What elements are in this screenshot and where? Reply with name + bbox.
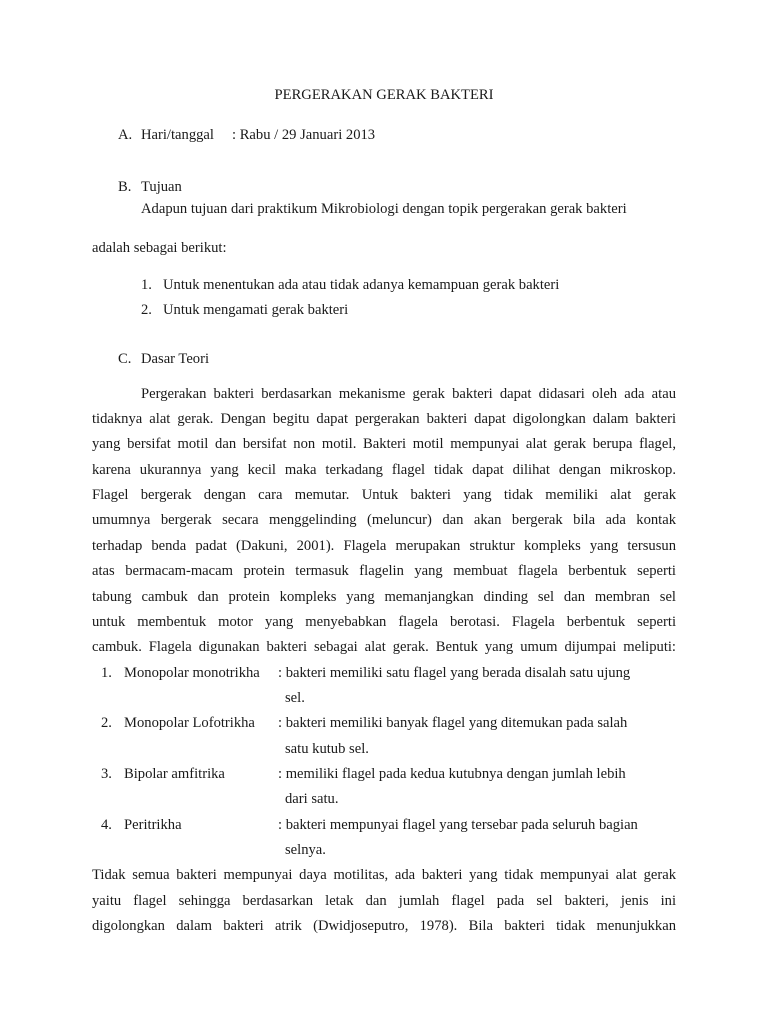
paragraph-line: cambuk. Flagela digunakan bakteri sebagai alat gerak. Bentuk yang umum dijumpai meliputi:	[92, 639, 676, 655]
objective-number: 2.	[141, 302, 152, 318]
paragraph-line: umumnya bergerak secara menggelinding (meluncur) dan akan bergerak bila ada kontak	[92, 512, 676, 528]
type-description: : bakteri memiliki banyak flagel yang ditemukan pada salah	[278, 715, 628, 731]
type-description-cont: dari satu.	[285, 791, 339, 807]
type-number: 3.	[101, 766, 112, 782]
date-label: Hari/tanggal	[141, 127, 214, 143]
section-a-marker: A.	[118, 127, 133, 143]
paragraph-line: karena ukurannya yang kecil maka terkadang flagel tidak dapat dilihat dengan mikroskop.	[92, 462, 676, 478]
type-number: 4.	[101, 817, 112, 833]
date-value: : Rabu / 29 Januari 2013	[232, 127, 376, 143]
section-b-marker: B.	[118, 179, 132, 195]
paragraph-line: untuk membentuk motor yang menyebabkan flagela berotasi. Flagela berbentuk seperti	[92, 614, 676, 630]
type-name: Monopolar monotrikha	[124, 665, 260, 681]
paragraph-line: atas bermacam-macam protein termasuk flagelin yang membuat flagela berbentuk seperti	[92, 563, 676, 579]
type-number: 2.	[101, 715, 112, 731]
paragraph-line: yang bersifat motil dan bersifat non motil. Bakteri motil mempunyai alat gerak berupa flagel,	[92, 436, 676, 452]
type-description-cont: selnya.	[285, 842, 326, 858]
section-b-intro-line1: Adapun tujuan dari praktikum Mikrobiologi dengan topik pergerakan gerak bakteri	[141, 201, 627, 217]
paragraph-line: Flagel bergerak dengan cara memutar. Untuk bakteri yang tidak memiliki alat gerak	[92, 487, 676, 503]
type-description-cont: sel.	[285, 690, 305, 706]
type-description: : bakteri memiliki satu flagel yang berada disalah satu ujung	[278, 665, 631, 681]
type-description-cont: satu kutub sel.	[285, 741, 369, 757]
type-number: 1.	[101, 665, 112, 681]
type-name: Monopolar Lofotrikha	[124, 715, 255, 731]
paragraph-line: Pergerakan bakteri berdasarkan mekanisme gerak bakteri dapat didasari oleh ada atau	[141, 386, 676, 402]
section-c-marker: C.	[118, 351, 132, 367]
paragraph-line: tabung cambuk dan protein kompleks yang memanjangkan dinding sel dan membran sel	[92, 589, 676, 605]
paragraph-line: digolongkan dalam bakteri atrik (Dwidjoseputro, 1978). Bila bakteri tidak menunjukkan	[92, 918, 676, 934]
paragraph-line: terhadap benda padat (Dakuni, 2001). Flagela merupakan struktur kompleks yang tersusun	[92, 538, 676, 554]
section-b-intro-line2: adalah sebagai berikut:	[92, 240, 227, 256]
paragraph-line: yaitu flagel sehingga berdasarkan letak dan jumlah flagel pada sel bakteri, jenis ini	[92, 893, 676, 909]
objective-number: 1.	[141, 277, 152, 293]
section-c-heading: Dasar Teori	[141, 351, 210, 367]
paragraph-line: tidaknya alat gerak. Dengan begitu dapat pergerakan bakteri dapat digolongkan dalam bakteri	[92, 411, 676, 427]
objective-text: Untuk menentukan ada atau tidak adanya kemampuan gerak bakteri	[163, 277, 560, 293]
type-description: : bakteri mempunyai flagel yang tersebar pada seluruh bagian	[278, 817, 638, 833]
objective-text: Untuk mengamati gerak bakteri	[163, 302, 349, 318]
paragraph-line: Tidak semua bakteri mempunyai daya motilitas, ada bakteri yang tidak mempunyai alat gerak	[92, 867, 676, 883]
type-name: Bipolar amfitrika	[124, 766, 225, 782]
section-b-heading: Tujuan	[141, 179, 182, 195]
type-description: : memiliki flagel pada kedua kutubnya dengan jumlah lebih	[278, 766, 626, 782]
type-name: Peritrikha	[124, 817, 182, 833]
document-title: PERGERAKAN GERAK BAKTERI	[274, 87, 494, 103]
